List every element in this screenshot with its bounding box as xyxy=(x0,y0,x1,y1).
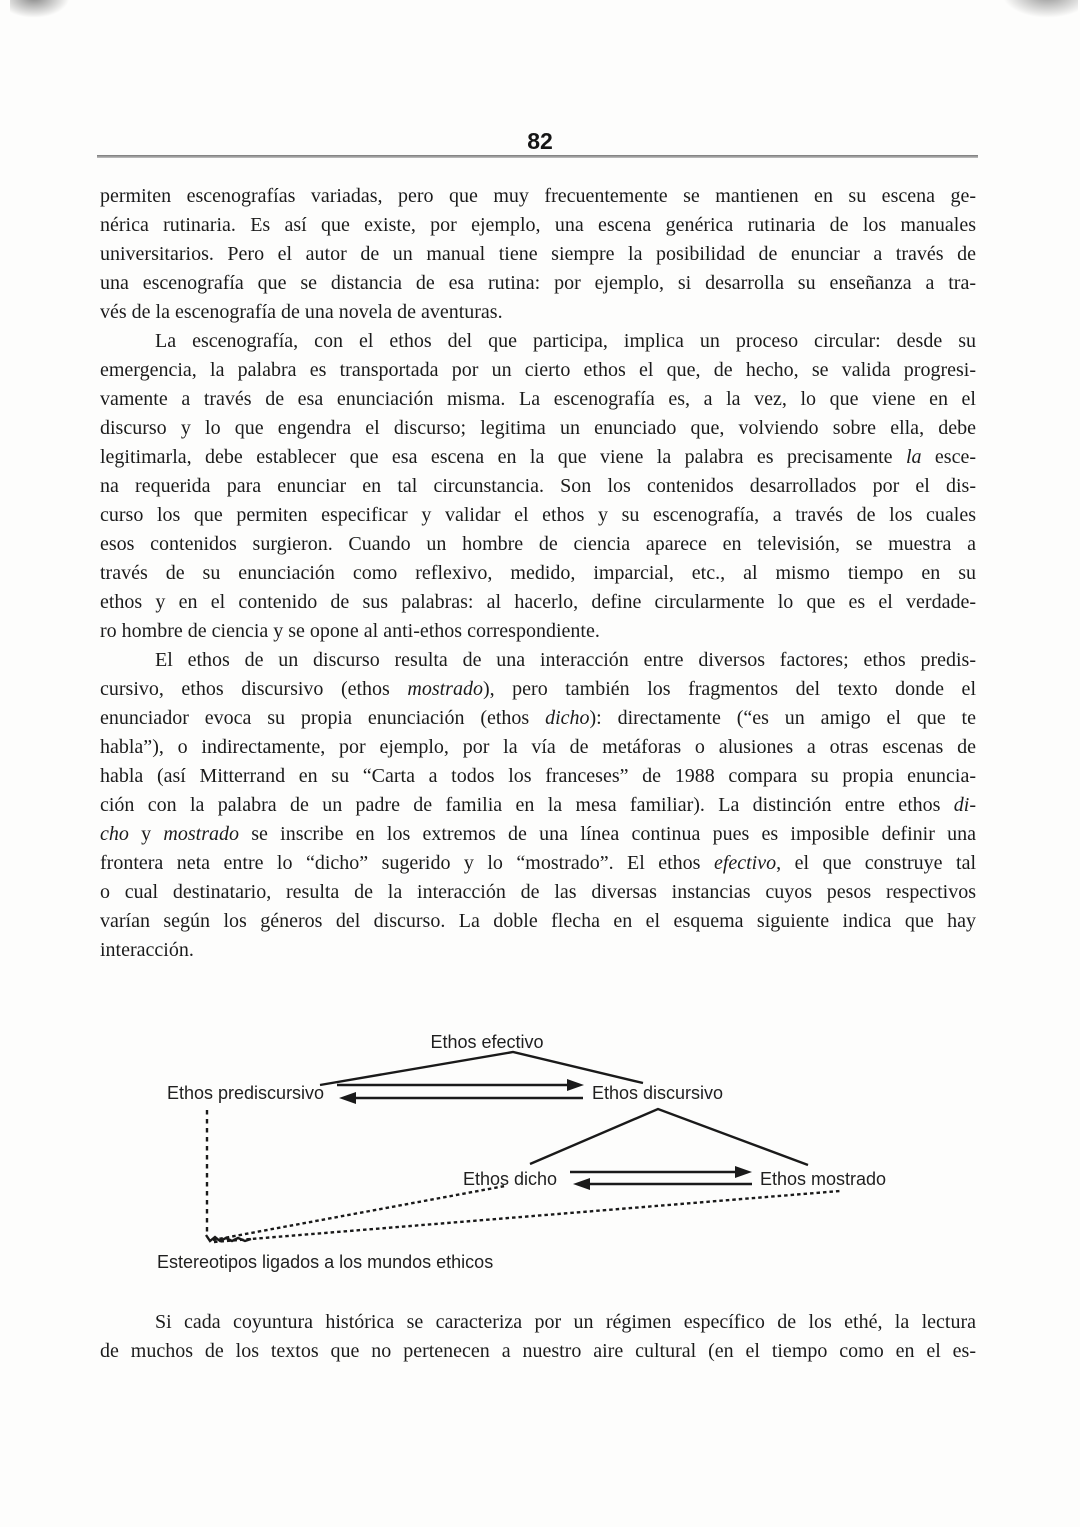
text-line: habla (así Mitterrand en su “Carta a todos los franceses” de 1988 compara su propia enuncia- xyxy=(100,765,976,787)
efectivo-branch-lines xyxy=(320,1052,643,1085)
arrowhead-right-bottom xyxy=(735,1166,752,1178)
text-line: permiten escenografías variadas, pero que muy frecuentemente se mantienen en su escena ge- xyxy=(100,185,976,207)
text-line: Si cada coyuntura histórica se caracteriza por un régimen específico de los ethé, la lectura xyxy=(155,1311,976,1333)
text-line: El ethos de un discurso resulta de una interacción entre diversos factores; ethos predis- xyxy=(155,649,976,671)
text-line: o cual destinatario, resulta de la interacción de las diversas instancias cuyos pesos respectivos xyxy=(100,881,976,903)
diagram-node-ethos-discursivo: Ethos discursivo xyxy=(592,1083,724,1103)
text-line: ethos y en el contenido de sus palabras: al hacerlo, define circularmente lo que es el verdade- xyxy=(100,591,976,613)
body-text xyxy=(100,182,976,965)
text-line: curso los que permiten especificar y validar el ethos y su escenografía, a través de los cuales xyxy=(100,504,976,526)
text-line: de muchos de los textos que no pertenecen a nuestro aire cultural (en el tiempo como en el es- xyxy=(100,1340,976,1362)
text-line: La escenografía, con el ethos del que participa, implica un proceso circular: desde su xyxy=(155,330,976,352)
text-line: interacción. xyxy=(100,939,194,961)
text-line: esos contenidos surgieron. Cuando un hombre de ciencia aparece en televisión, se muestra a xyxy=(100,533,976,555)
paragraph xyxy=(100,327,976,646)
paragraph xyxy=(100,1308,976,1366)
text-line: legitimarla, debe establecer que esa escena en la que viene la palabra es precisamente la esce- xyxy=(100,446,977,468)
arrowhead-left-top xyxy=(339,1092,356,1104)
diagram-label-estereotipos: Estereotipos ligados a los mundos ethicos xyxy=(157,1252,494,1272)
text-line: universitarios. Pero el autor de un manual tiene siempre la posibilidad de enunciar a través de xyxy=(100,243,976,265)
text-line: cursivo, ethos discursivo (ethos mostrado), pero también los fragmentos del texto donde el xyxy=(100,678,976,700)
diagram-node-ethos-prediscursivo: Ethos prediscursivo xyxy=(167,1083,325,1103)
text-line: vamente a través de esa enunciación misma. La escenografía es, a la vez, lo que viene en el xyxy=(100,388,976,410)
discursivo-branch-lines xyxy=(530,1109,808,1165)
text-line: na requerida para enunciar en tal circunstancia. Son los contenidos desarrollados por el dis- xyxy=(100,475,976,497)
text-line: discurso y lo que engendra el discurso; legitima un enunciado que, volviendo sobre ella, debe xyxy=(100,417,976,439)
dashed-line-estereotipos-dicho xyxy=(213,1186,505,1240)
text-line: nérica rutinaria. Es así que existe, por ejemplo, una escena genérica rutinaria de los manuales xyxy=(100,214,976,236)
text-line: través de su enunciación como reflexivo, medido, imparcial, etc., al mismo tiempo en su xyxy=(100,562,976,584)
closing-text xyxy=(100,1308,976,1366)
text-line: habla”), o indirectamente, por ejemplo, por la vía de metáforas o alusiones a otras escenas de xyxy=(100,736,976,758)
diagram-node-ethos-dicho: Ethos dicho xyxy=(463,1169,558,1189)
text-line: frontera neta entre lo “dicho” sugerido y lo “mostrado”. El ethos efectivo, el que construye tal xyxy=(100,852,976,874)
header-rule xyxy=(97,155,978,158)
paragraph xyxy=(100,646,976,965)
text-line: ción con la palabra de un padre de familia en la mesa familiar). La distinción entre ethos di- xyxy=(100,794,976,816)
text-line: enunciador evoca su propia enunciación (ethos dicho): directamente (“es un amigo el que te xyxy=(100,707,976,729)
text-line: ro hombre de ciencia y se opone al anti-ethos correspondiente. xyxy=(100,620,600,642)
arrowhead-right-top xyxy=(567,1079,584,1091)
ethos-diagram xyxy=(100,1015,980,1285)
scan-smudge-right xyxy=(1002,0,1078,18)
page-number: 82 xyxy=(527,128,553,154)
text-line: una escenografía que se distancia de esa rutina: por ejemplo, si desarrolla su enseñanza a tra- xyxy=(100,272,976,294)
diagram-node-ethos-mostrado: Ethos mostrado xyxy=(760,1169,887,1189)
scan-smudge-left xyxy=(10,0,70,18)
dashed-line-estereotipos-mostrado xyxy=(214,1191,840,1242)
text-line: varían según los géneros del discurso. La doble flecha en el esquema siguiente indica que hay xyxy=(100,910,976,932)
text-line: cho y mostrado se inscribe en los extremos de una línea continua pues es imposible definir una xyxy=(100,823,977,845)
text-line: vés de la escenografía de una novela de aventuras. xyxy=(100,301,503,323)
paragraph xyxy=(100,182,976,327)
text-line: emergencia, la palabra es transportada por un cierto ethos el que, de hecho, se valida progresi- xyxy=(100,359,976,381)
diagram-node-ethos-efectivo: Ethos efectivo xyxy=(430,1032,544,1052)
arrowhead-left-bottom xyxy=(573,1178,590,1190)
